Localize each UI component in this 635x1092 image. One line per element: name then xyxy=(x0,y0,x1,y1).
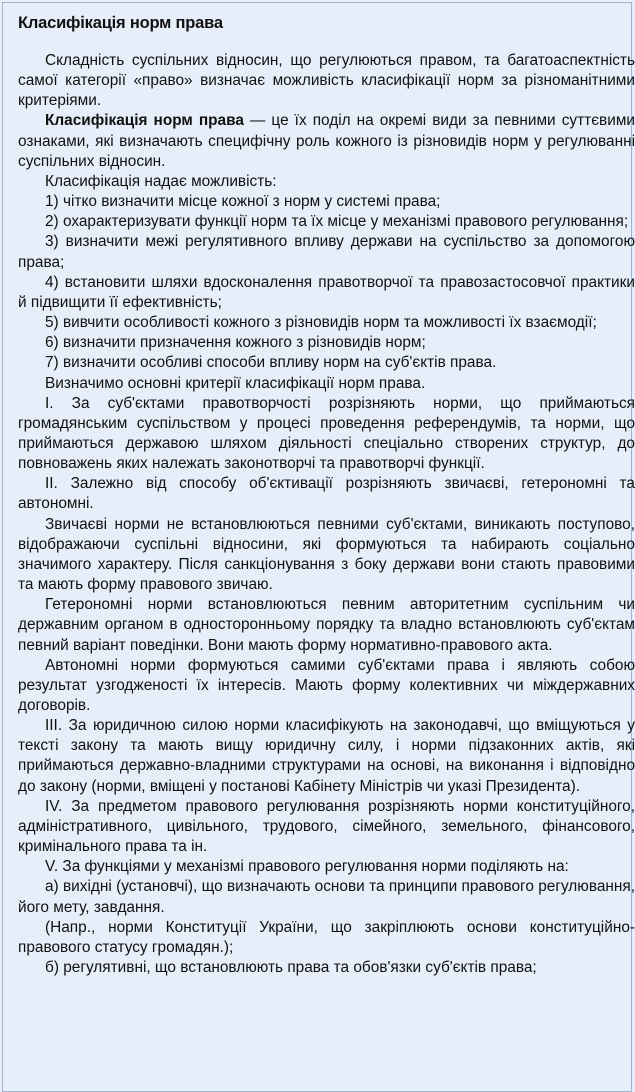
criterion-paragraph: (Напр., норми Конституції України, що закріплюють основи конституційно-правового статусу громадян.); xyxy=(18,918,635,956)
possibility-item: 4) встановити шляхи вдосконалення правотворчої та правозастосовчої практики й підвищити її ефективність; xyxy=(18,273,635,311)
document-body xyxy=(18,51,635,978)
possibility-item: 6) визначити призначення кожного з різновидів норм; xyxy=(45,334,426,352)
definition-paragraph xyxy=(18,111,635,171)
definition-text: — це їх поділ на окремі види за певними суттєвими ознаками, які визначають специфічну роль кожного із різновидів норм у регулюванні суспільних відносин. xyxy=(18,112,635,170)
criterion-paragraph: б) регулятивні, що встановлюють права та обов'язки суб'єктів права; xyxy=(45,959,537,977)
possibility-item: 5) вивчити особливості кожного з різновидів норм та можливості їх взаємодії; xyxy=(45,314,597,332)
criteria-intro: Визначимо основні критерії класифікації норм права. xyxy=(45,374,426,392)
criterion-paragraph: II. Залежно від способу об'єктивації розрізняють звичаєві, гетерономні та автономні. xyxy=(18,475,635,513)
possibility-item: 3) визначити межі регулятивного впливу держави на суспільство за допомогою права; xyxy=(18,233,635,271)
criterion-paragraph: III. За юридичною силою норми класифікують на законодавчі, що вміщуються у тексті закону та мають вищу юридичну силу, і норми підзаконних актів, які приймаються державно-владними структурами на основі, на виконання і відповідно до закону (норми, вміщені у постанові Кабінету Міністрів чи указі Президента). xyxy=(18,717,635,795)
criterion-paragraph: V. За функціями у механізмі правового регулювання норми поділяють на: xyxy=(45,858,569,876)
definition-term: Класифікація норм права xyxy=(45,112,244,130)
possibility-item: 7) визначити особливі способи впливу норм на суб'єктів права. xyxy=(45,354,497,372)
criterion-paragraph: Гетерономні норми встановлюються певним авторитетним суспільним чи державним органом в односторонньому порядку та владно встановлюють суб'єктам певний варіант поведінки. Вони мають форму нормативно-правового акта. xyxy=(18,596,635,654)
possibility-item: 2) охарактеризувати функції норм та їх місце у механізмі правового регулювання; xyxy=(45,213,629,231)
document-panel xyxy=(2,2,635,1092)
criterion-paragraph: а) вихідні (установчі), що визначають основи та принципи правового регулювання, його мету, завдання. xyxy=(18,878,635,916)
criterion-paragraph: I. За суб'єктами правотворчості розрізняють норми, що приймаються громадянським суспільством у процесі проведення референдумів, та норми, що приймаються державою шляхом діяльності спеціально створених структур, до повноважень яких належать законотворчі та правотворчі функції. xyxy=(18,394,635,473)
criterion-paragraph: Звичаєві норми не встановлюються певними суб'єктами, виникають поступово, відображаючи суспільні відносини, які формуються та набирають соціально значимого характеру. Після санкціонування з боку держави вони стають правовими та мають форму правового звичаю. xyxy=(18,515,635,594)
criterion-paragraph: Автономні норми формуються самими суб'єктами права і являють собою результат узгодженості їх інтересів. Мають форму колективних чи міждержавних договорів. xyxy=(18,656,635,714)
page-title: Класифікація норм права xyxy=(18,14,223,32)
possibility-item: 1) чітко визначити місце кожної з норм у системі права; xyxy=(45,193,441,211)
intro-paragraph: Складність суспільних відносин, що регулюються правом, та багатоаспектність самої категорії «право» визначає можливість класифікації норм за різноманітними критеріями. xyxy=(18,52,635,110)
criterion-paragraph: IV. За предметом правового регулювання розрізняють норми конституційного, адміністративного, цивільного, трудового, сімейного, земельного, фінансового, кримінального права та ін. xyxy=(18,797,635,856)
possibilities-intro: Класифікація надає можливість: xyxy=(45,172,277,190)
